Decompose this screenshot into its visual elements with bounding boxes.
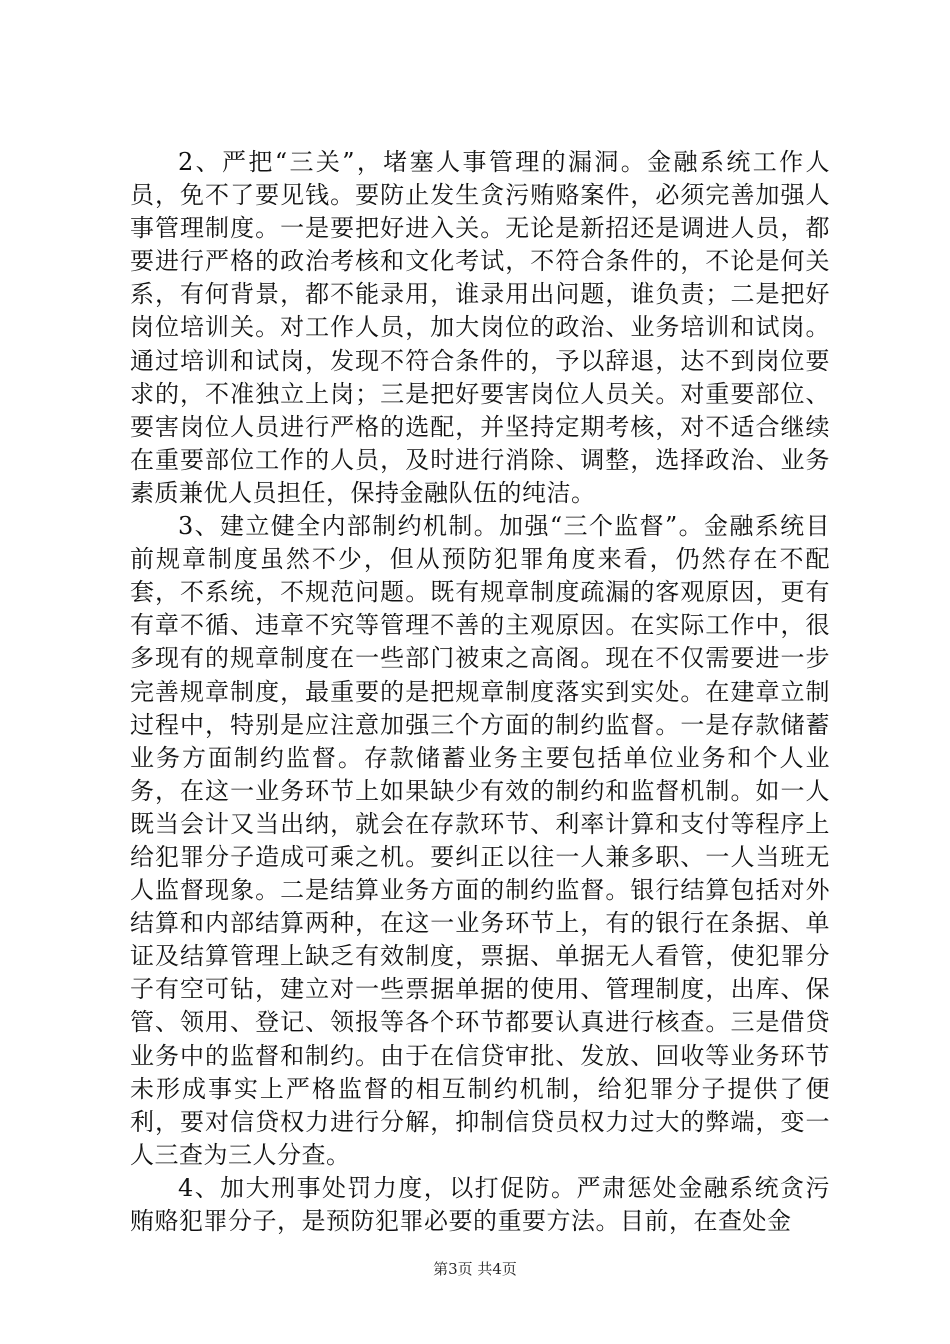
document-body (130, 146, 830, 1238)
paragraph-criminal-penalty: 4、加大刑事处罚力度，以打促防。严肃惩处金融系统贪污贿赂犯罪分子，是预防犯罪必要的重要方法。目前，在查处金 (130, 1173, 830, 1235)
paragraph-personnel-management: 2、严把“三关”，堵塞人事管理的漏洞。金融系统工作人员，免不了要见钱。要防止发生贪污贿赂案件，必须完善加强人事管理制度。一是要把好进入关。无论是新招还是调进人员，都要进行严格的政治考核和文化考试，不符合条件的，不论是何关系，有何背景，都不能录用，谁录用出问题，谁负责；二是把好岗位培训关。对工作人员，加大岗位的政治、业务培训和试岗。通过培训和试岗，发现不符合条件的，予以辞退，达不到岗位要求的，不准独立上岗；三是把好要害岗位人员关。对重要部位、要害岗位人员进行严格的选配，并坚持定期考核，对不适合继续在重要部位工作的人员，及时进行消除、调整，选择政治、业务素质兼优人员担任，保持金融队伍的纯洁。 (130, 148, 830, 507)
page-number-footer: 第3页 共4页 (433, 1260, 517, 1278)
paragraph-internal-control: 3、建立健全内部制约机制。加强“三个监督”。金融系统目前规章制度虽然不少，但从预防犯罪角度来看，仍然存在不配套，不系统，不规范问题。既有规章制度疏漏的客观原因，更有有章不循、违章不究等管理不善的主观原因。在实际工作中，很多现有的规章制度在一些部门被束之高阁。现在不仅需要进一步完善规章制度，最重要的是把规章制度落实到实处。在建章立制过程中，特别是应注意加强三个方面的制约监督。一是存款储蓄业务方面制约监督。存款储蓄业务主要包括单位业务和个人业务，在这一业务环节上如果缺少有效的制约和监督机制。如一人既当会计又当出纳，就会在存款环节、利率计算和支付等程序上给犯罪分子造成可乘之机。要纠正以往一人兼多职、一人当班无人监督现象。二是结算业务方面的制约监督。银行结算包括对外结算和内部结算两种，在这一业务环节上，有的银行在条据、单证及结算管理上缺乏有效制度，票据、单据无人看管，使犯罪分子有空可钻，建立对一些票据单据的使用、管理制度，出库、保管、领用、登记、领报等各个环节都要认真进行核查。三是借贷业务中的监督和制约。由于在信贷审批、发放、回收等业务环节未形成事实上严格监督的相互制约机制，给犯罪分子提供了便利，要对信贷权力进行分解，抑制信贷员权力过大的弊端，变一人三查为三人分查。 (130, 512, 830, 1169)
